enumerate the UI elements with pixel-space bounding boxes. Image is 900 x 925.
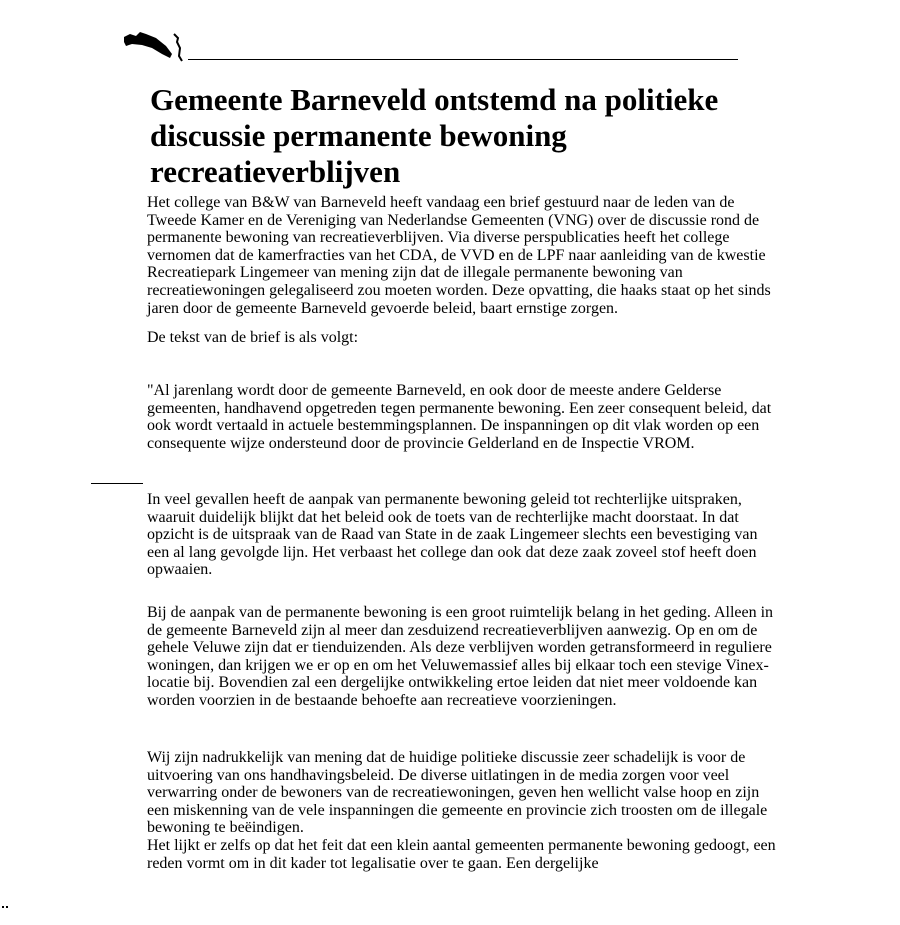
- scan-speck: [6, 906, 8, 908]
- letter-text-4b: Het lijkt er zelfs op dat het feit dat een klein aantal gemeenten permanente bewoning gedoogt, een reden vormt om in dit kader tot legalisatie over te gaan. Een dergelijke: [147, 836, 776, 872]
- letter-text-4a: Wij zijn nadrukkelijk van mening dat de huidige politieke discussie zeer schadelijk is voor de uitvoering van ons handhavingsbeleid. De diverse uitlatingen in de media zorgen voor veel verwarring onder de bewoners van de recreatiewoningen, geven hen wellicht valse hoop en zijn een miskenning van de vele inspanningen die gemeente en provincie zich troosten om de illegale bewoning te beëindigen.: [147, 749, 768, 837]
- intro-paragraph: [147, 194, 777, 317]
- letter-text-1: "Al jarenlang wordt door de gemeente Barneveld, en ook door de meeste andere Gelderse gemeenten, handhavend opgetreden tegen permanente bewoning. Een zeer consequent beleid, dat ook wordt vertaald in actuele bestemmingsplannen. De inspanningen op dit vlak worden op een consequente wijze ondersteund door de provincie Gelderland en de Inspectie VROM.: [147, 382, 772, 452]
- letter-paragraph-3: [147, 604, 777, 710]
- margin-rule: [91, 483, 143, 484]
- lead-text: De tekst van de brief is als volgt:: [147, 329, 359, 346]
- article-title: Gemeente Barneveld ontstemd na politieke discussie permanente bewoning recreatieverblijven: [150, 82, 719, 189]
- letter-text-2: In veel gevallen heeft de aanpak van permanente bewoning geleid tot rechterlijke uitspraken, waaruit duidelijk blijkt dat het beleid ook de toets van de rechterlijke macht doorstaat. In dat opzicht is de uitspraak van de Raad van State in de zaak Lingemeer slechts een bevestiging van een al lang gevolgde lijn. Het verbaast het college dan ook dat deze zaak zoveel stof heeft doen opwaaien.: [147, 491, 758, 579]
- letter-text-3: Bij de aanpak van de permanente bewoning is een groot ruimtelijk belang in het geding. Alleen in de gemeente Barneveld zijn al meer dan zesduizend recreatieverblijven aanwezig. Op en om de gehele Veluwe zijn dat er tienduizenden. Als deze verblijven worden getransformeerd in reguliere woningen, dan krijgen we er op en om het Veluwemassief alles bij elkaar toch een stevige Vinex-locatie bij. Bovendien zal een dergelijke ontwikkeling ertoe leiden dat niet meer voldoende kan worden voorzien in de bestaande behoefte aan recreatieve voorzieningen.: [147, 604, 774, 709]
- letter-paragraph-4: [147, 749, 777, 872]
- intro-text: Het college van B&W van Barneveld heeft vandaag een brief gestuurd naar de leden van de Tweede Kamer en de Vereniging van Nederlandse Gemeenten (VNG) over de discussie rond de permanente bewoning van recreatieverblijven. Via diverse perspublicaties heeft het college vernomen dat de kamerfracties van het CDA, de VVD en de LPF naar aanleiding van de kwestie Recreatiepark Lingemeer van mening zijn dat de illegale permanente bewoning van recreatiewoningen gelegaliseerd zou moeten worden. Deze opvatting, die haaks staat op het sinds jaren door de gemeente Barneveld gevoerde beleid, baart ernstige zorgen.: [147, 194, 771, 317]
- scan-speck: [2, 906, 4, 908]
- bird-logo-icon: [122, 28, 188, 62]
- letter-paragraph-2: [147, 491, 777, 579]
- letter-paragraph-1: [147, 382, 777, 452]
- header-rule: [188, 59, 738, 60]
- letter-lead: [147, 329, 777, 347]
